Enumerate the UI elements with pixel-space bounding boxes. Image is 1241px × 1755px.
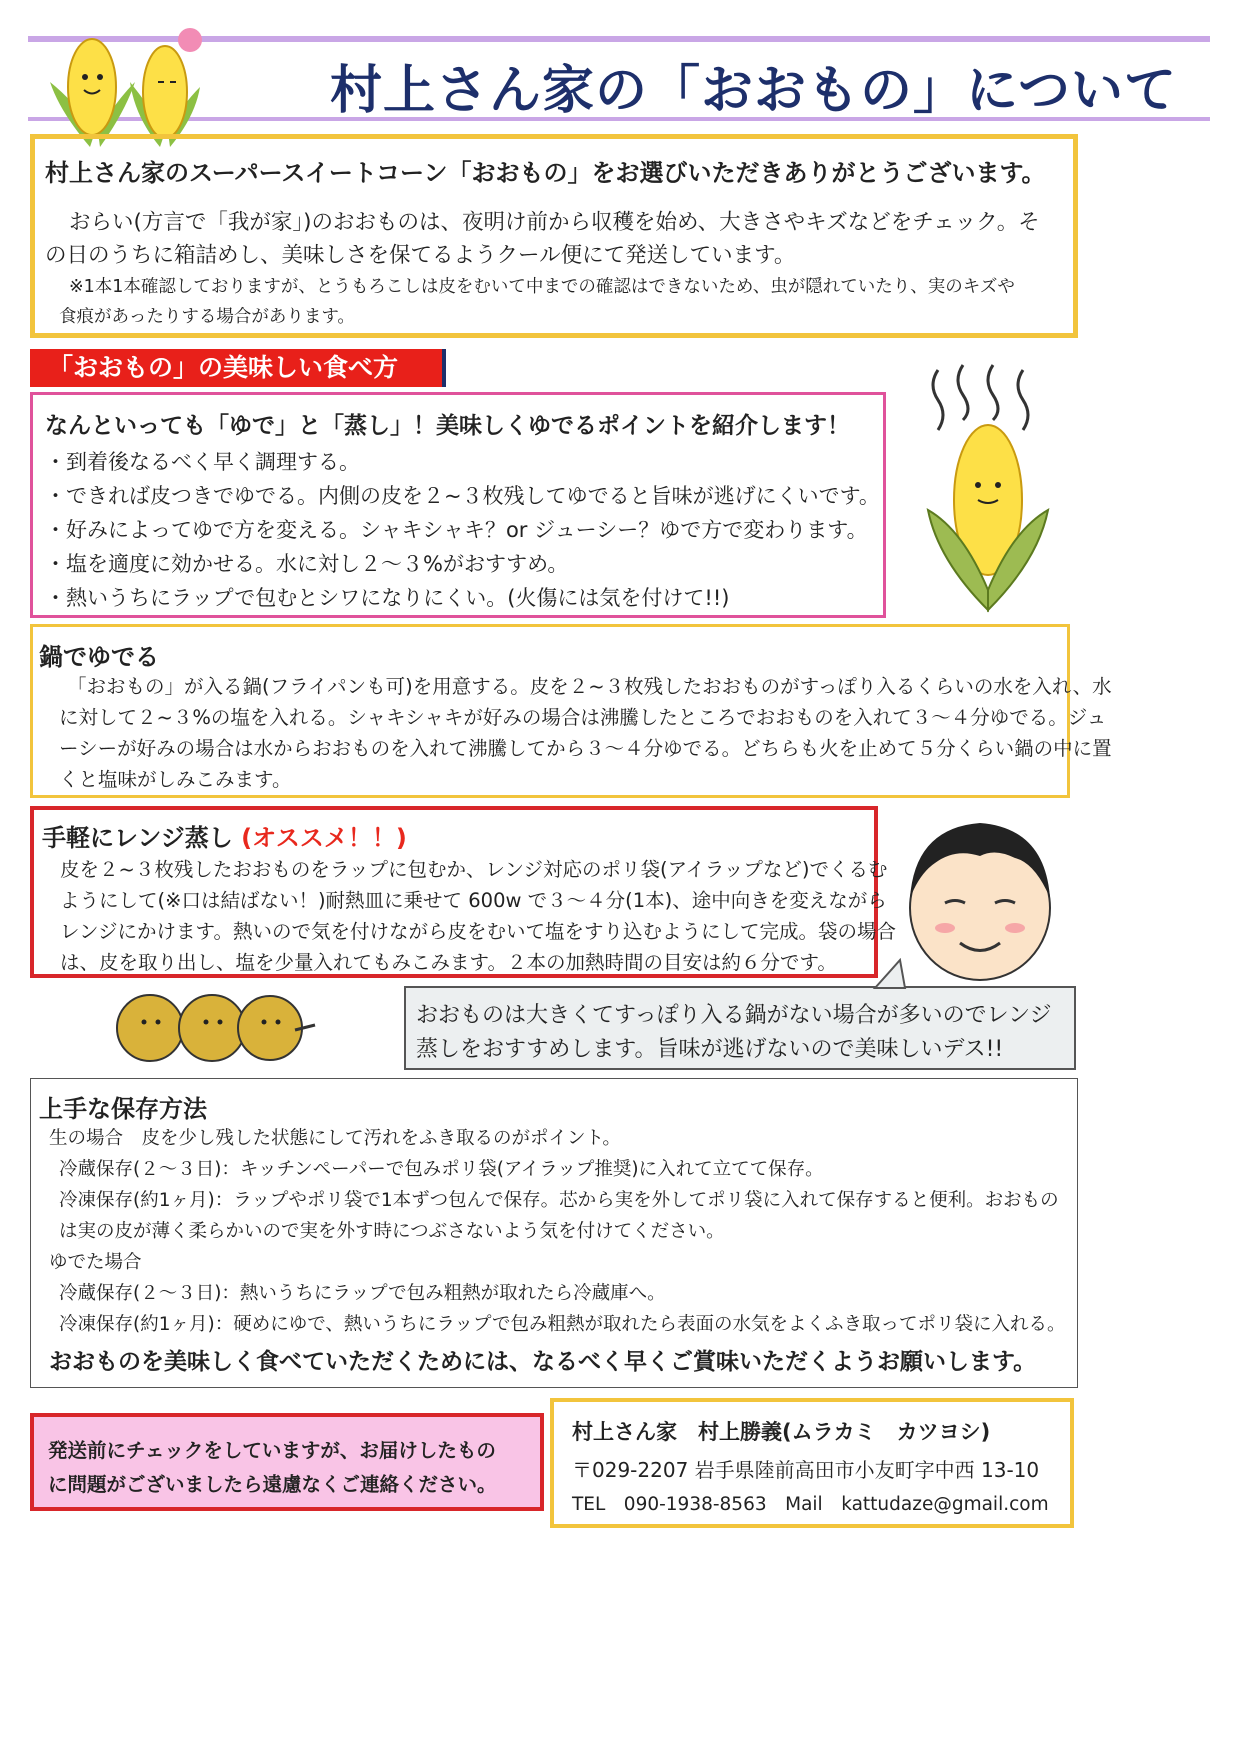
storage-line: 冷凍保存(約1ヶ月)：ラップやポリ袋で1本ずつ包んで保存。芯から実を外してポリ袋に入れて保存すると便利。おおもの <box>59 1190 1059 1211</box>
contact-address: 〒029-2207 岩手県陸前高田市小友町字中西 13-10 <box>572 1458 1040 1482</box>
intro-note-2: 食痕があったりする場合があります。 <box>59 307 355 327</box>
notice-line-1: 発送前にチェックをしていますが、お届けしたもの <box>48 1439 496 1462</box>
notice-line-2: に問題がございましたら遠慮なくご連絡ください。 <box>48 1473 497 1496</box>
range-line: レンジにかけます。熱いので気を付けながら皮をむいて塩をすり込むようにして完成。袋の場合 <box>60 920 896 943</box>
farmer-portrait-illustration <box>895 808 1065 988</box>
tips-item: ・好みによってゆで方を変える。シャキシャキ？or ジューシー？ゆで方で変わります。 <box>45 518 868 542</box>
corn-mascots-illustration <box>40 22 210 152</box>
storage-line: 冷蔵保存(２～３日)：熱いうちにラップで包み粗熱が取れたら冷蔵庫へ。 <box>59 1283 666 1304</box>
intro-note-1: ※1本1本確認しておりますが、とうもろこしは皮をむいて中までの確認はできないため、虫が隠れていたり、実のキズや <box>69 277 1015 297</box>
contact-name: 村上さん家 村上勝義(ムラカミ カツヨシ) <box>572 1420 991 1444</box>
range-line: 皮を２~３枚残したおおものをラップに包むか、レンジ対応のポリ袋(アイラップなど)でくるむ <box>60 858 888 881</box>
contact-phone-mail: TEL 090-1938-8563 Mail kattudaze@gmail.com <box>572 1494 1049 1515</box>
boil-line: に対して２~３%の塩を入れる。シャキシャキが好みの場合は沸騰したところでおおものを入れて３～４分ゆでる。ジュ <box>59 706 1107 729</box>
speech-line-1: おおものは大きくてすっぽり入る鍋がない場合が多いのでレンジ <box>416 1003 1052 1028</box>
range-heading-group <box>42 818 407 853</box>
speech-bubble-tail <box>870 958 910 990</box>
tips-item: ・熱いうちにラップで包むとシワになりにくい。(火傷には気を付けて!!) <box>45 586 730 610</box>
contact-box <box>550 1398 1074 1528</box>
tips-item: ・到着後なるべく早く調理する。 <box>45 450 360 474</box>
storage-line: は実の皮が薄く柔らかいので実を外す時につぶさないよう気を付けてください。 <box>59 1221 725 1242</box>
corn-icon <box>40 22 210 152</box>
boil-line: くと塩味がしみこみます。 <box>59 768 292 791</box>
potato-characters-illustration <box>110 990 320 1070</box>
section-label: 「おおもの」の美味しい食べ方 <box>30 349 446 387</box>
storage-line: 冷凍保存(約1ヶ月)：硬めにゆで、熱いうちにラップで包み粗熱が取れたら表面の水気をよくふき取ってポリ袋に入れる。 <box>59 1314 1066 1335</box>
range-heading: 手軽にレンジ蒸し <box>42 824 233 852</box>
boil-heading: 鍋でゆでる <box>39 643 159 671</box>
face-icon <box>895 808 1065 988</box>
corn-icon <box>918 360 1068 620</box>
notice-box <box>30 1413 544 1511</box>
tips-heading: なんといっても「ゆで」と「蒸し」！美味しくゆでるポイントを紹介します！ <box>45 413 850 439</box>
intro-box <box>30 134 1078 338</box>
intro-line-1: おらい(方言で「我が家」)のおおものは、夜明け前から収穫を始め、大きさやキズなどをチェック。そ <box>69 210 1040 235</box>
intro-heading: 村上さん家のスーパースイートコーン「おおもの」をお選びいただきありがとうございます。 <box>45 159 1046 187</box>
intro-line-2: の日のうちに箱詰めし、美味しさを保てるようクール便にて発送しています。 <box>45 243 796 268</box>
range-line: は、皮を取り出し、塩を少量入れてもみこみます。２本の加熱時間の目安は約６分です。 <box>60 951 837 974</box>
range-line: ようにして(※口は結ばない！)耐熱皿に乗せて 600w で３～４分(1本)、途中向きを変えながら <box>60 889 887 912</box>
boil-line: 「おおもの」が入る鍋(フライパンも可)を用意する。皮を２~３枚残したおおものがすっぽり入るくらいの水を入れ、水 <box>67 675 1112 698</box>
boil-line: ーシーが好みの場合は水からおおものを入れて沸騰してから３～４分ゆでる。どちらも火を止めて５分くらい鍋の中に置 <box>59 737 1112 760</box>
speech-line-2: 蒸しをおすすめします。旨味が逃げないので美味しいデス!! <box>416 1037 1004 1062</box>
range-heading-accent: (オススメ！！) <box>241 824 407 852</box>
potato-icon <box>110 990 320 1070</box>
steaming-corn-illustration <box>918 360 1068 620</box>
page-title: 村上さん家の「おおもの」について <box>330 61 1177 121</box>
storage-closing: おおものを美味しく食べていただくためには、なるべく早くご賞味いただくようお願いします。 <box>49 1349 1037 1375</box>
storage-line: ゆでた場合 <box>49 1252 142 1273</box>
tips-box <box>30 392 886 618</box>
storage-box <box>30 1078 1078 1388</box>
storage-line: 冷蔵保存(２～３日)：キッチンペーパーで包みポリ袋(アイラップ推奨)に入れて立てて保存。 <box>59 1159 824 1180</box>
range-box <box>30 806 896 978</box>
tips-item: ・できれば皮つきでゆでる。内側の皮を２~３枚残してゆでると旨味が逃げにくいです。 <box>45 484 880 508</box>
storage-heading: 上手な保存方法 <box>39 1095 207 1123</box>
speech-bubble <box>404 986 1076 1070</box>
tips-item: ・塩を適度に効かせる。水に対し２～３%がおすすめ。 <box>45 552 569 576</box>
storage-line: 生の場合 皮を少し残した状態にして汚れをふき取るのがポイント。 <box>49 1128 621 1149</box>
boil-box <box>30 624 1112 798</box>
